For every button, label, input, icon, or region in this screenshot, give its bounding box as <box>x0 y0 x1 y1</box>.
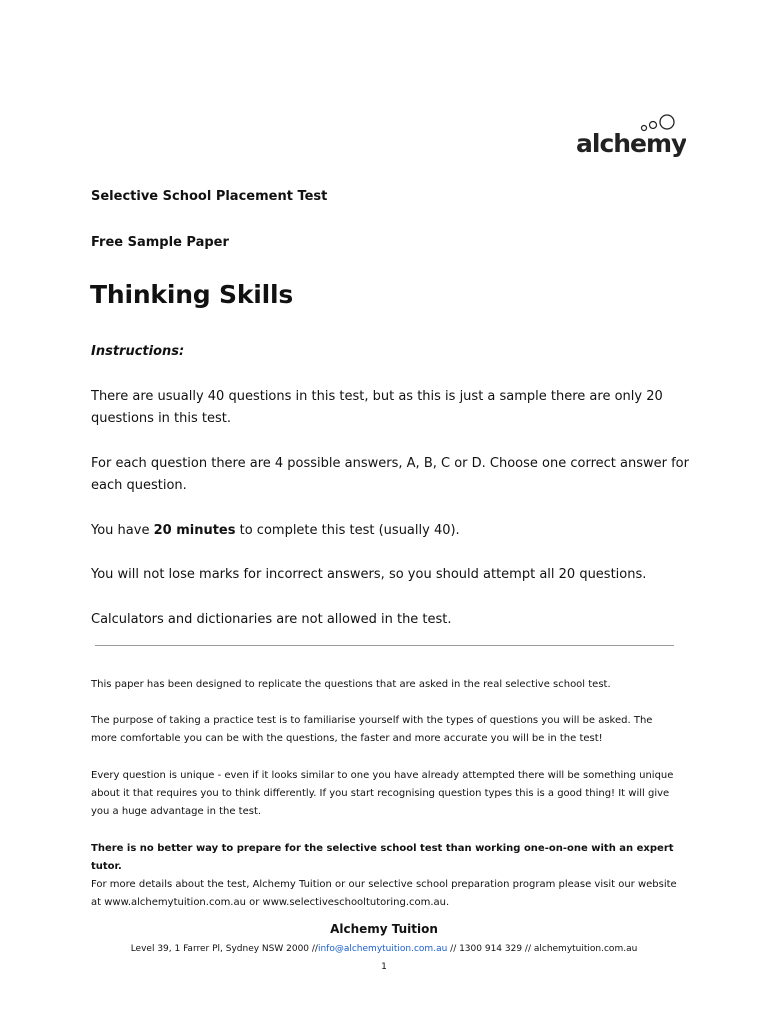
footer-company-name: Alchemy Tuition <box>330 922 438 936</box>
footer-email-link[interactable]: info@alchemytuition.com.au <box>317 944 448 954</box>
page-number: 1 <box>381 962 387 972</box>
footer-contact <box>0 944 768 954</box>
alchemy-logo <box>576 112 686 164</box>
note-tutoring <box>91 840 681 912</box>
instruction-question-count: There are usually 40 questions in this test, but as this is just a sample there are only 20 questions in this test. <box>91 389 663 426</box>
instruction-calculators: Calculators and dictionaries are not allowed in the test. <box>91 612 452 627</box>
time-limit-value: 20 minutes <box>153 523 236 538</box>
instruction-time-limit <box>91 520 691 542</box>
logo-text: alchemy <box>576 129 686 158</box>
footer-address: Level 39, 1 Farrer Pl, Sydney NSW 2000 // <box>130 944 318 954</box>
section-divider <box>95 645 674 646</box>
time-limit-suffix: to complete this test (usually 40). <box>235 523 460 538</box>
tutoring-details: For more details about the test, Alchemy Tuition or our selective school preparation program please visit our website at www.alchemytuition.com.au or www.selectiveschooltutoring.com.au. <box>91 879 677 908</box>
instruction-answer-choices: For each question there are 4 possible answers, A, B, C or D. Choose one correct answer for each question. <box>91 456 689 493</box>
test-name: Selective School Placement Test <box>91 189 328 204</box>
paper-type: Free Sample Paper <box>91 235 229 250</box>
time-limit-prefix: You have <box>91 523 154 538</box>
note-purpose: This paper has been designed to replicate the questions that are asked in the real selective school test. <box>91 679 611 690</box>
tutoring-highlight: There is no better way to prepare for the selective school test than working one-on-one with an expert tutor. <box>91 843 674 872</box>
note-practice: The purpose of taking a practice test is to familiarise yourself with the types of questions you will be asked. The more comfortable you can be with the questions, the faster and more accurate you will be in the test! <box>91 715 653 744</box>
footer-phone-website: // 1300 914 329 // alchemytuition.com.au <box>447 944 638 954</box>
page-title: Thinking Skills <box>90 280 294 309</box>
instruction-marking: You will not lose marks for incorrect answers, so you should attempt all 20 questions. <box>91 567 647 582</box>
instructions-heading: Instructions: <box>91 344 185 359</box>
note-unique-questions: Every question is unique - even if it looks similar to one you have already attempted there will be something unique about it that requires you to think differently. If you start recognising question types this is a good thing! It will give you a huge advantage in the test. <box>91 770 674 817</box>
